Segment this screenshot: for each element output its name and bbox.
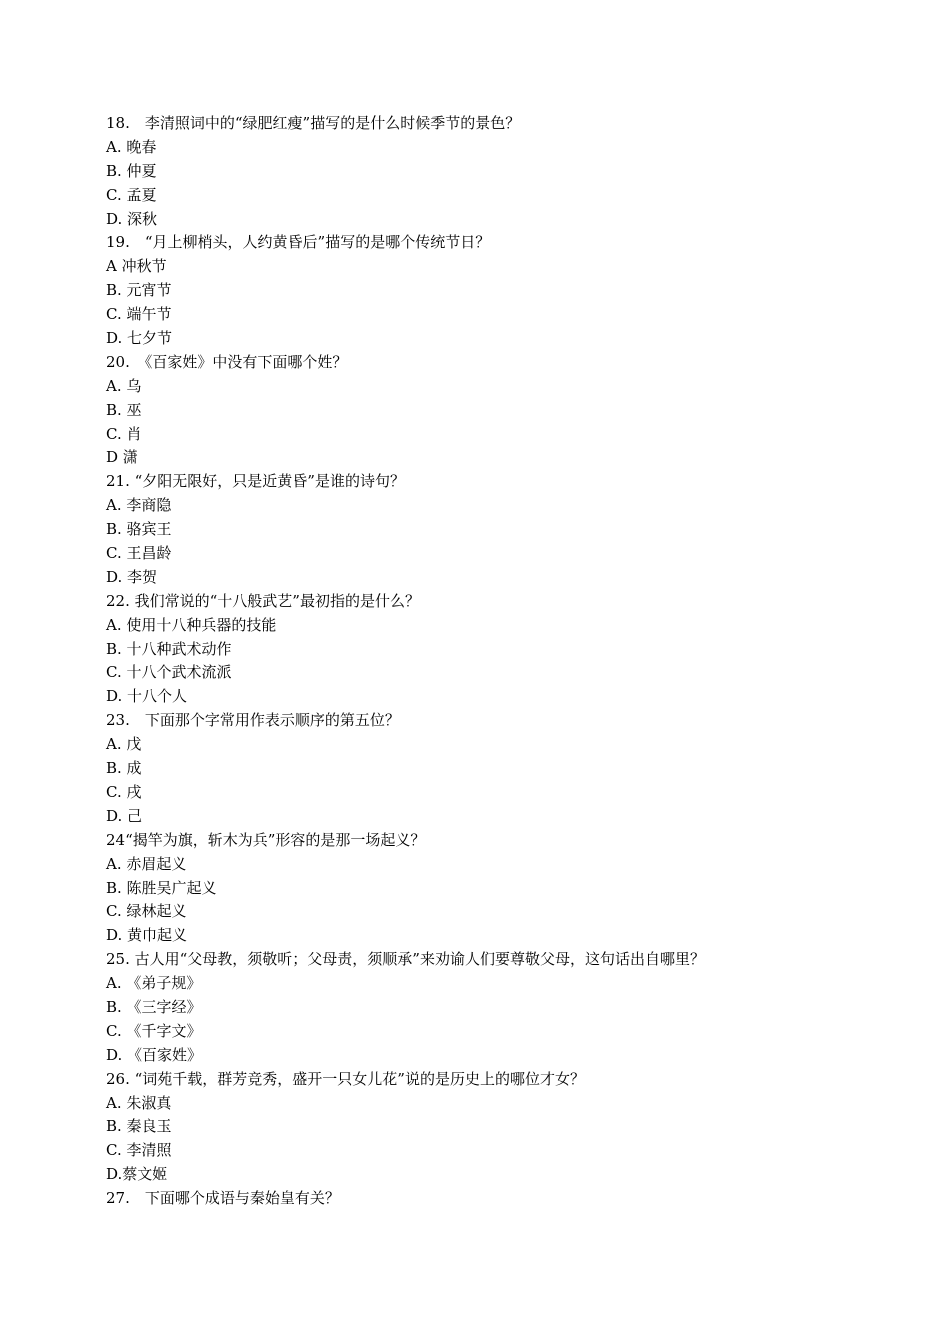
option-21-b: B. 骆宾王 bbox=[106, 520, 172, 539]
option-22-b: B. 十八种武术动作 bbox=[106, 639, 232, 658]
option-23-a: A. 戊 bbox=[106, 735, 142, 754]
option-20-c: C. 肖 bbox=[106, 424, 142, 443]
option-24-b: B. 陈胜吴广起义 bbox=[106, 878, 217, 897]
option-24-a: A. 赤眉起义 bbox=[106, 854, 187, 873]
question-23: 23. 下面那个字常用作表示顺序的第五位？ bbox=[106, 711, 400, 730]
option-26-c: C. 李清照 bbox=[106, 1141, 172, 1160]
question-22: 22. 我们常说的“十八般武艺”最初指的是什么？ bbox=[106, 591, 420, 610]
option-18-c: C. 孟夏 bbox=[106, 185, 157, 204]
option-24-d: D. 黄巾起义 bbox=[106, 926, 188, 945]
question-21: 21. “夕阳无限好，只是近黄昏”是谁的诗句？ bbox=[106, 472, 405, 491]
question-25: 25. 古人用“父母教，须敬听；父母责，须顺承”来劝谕人们要尊敬父母，这句话出自哪里？ bbox=[106, 950, 705, 969]
option-25-b: B. 《三字经》 bbox=[106, 997, 202, 1016]
question-18: 18. 李清照词中的“绿肥红瘦”描写的是什么时候季节的景色？ bbox=[106, 114, 521, 132]
option-26-d: D.蔡文姬 bbox=[106, 1165, 168, 1184]
option-19-b: B. 元宵节 bbox=[106, 281, 172, 300]
option-22-a: A. 使用十八种兵器的技能 bbox=[106, 615, 277, 634]
option-24-c: C. 绿林起义 bbox=[106, 902, 187, 921]
question-27: 27. 下面哪个成语与秦始皇有关？ bbox=[106, 1189, 340, 1208]
option-19-a: A 冲秋节 bbox=[106, 257, 167, 276]
option-20-a: A. 乌 bbox=[106, 376, 142, 395]
option-22-d: D. 十八个人 bbox=[106, 687, 188, 706]
option-18-a: A. 晚春 bbox=[106, 137, 157, 156]
question-26: 26. “词苑千载，群芳竞秀，盛开一只女儿花”说的是历史上的哪位才女？ bbox=[106, 1069, 585, 1088]
option-18-d: D. 深秋 bbox=[106, 209, 158, 228]
option-22-c: C. 十八个武术流派 bbox=[106, 663, 232, 682]
option-18-b: B. 仲夏 bbox=[106, 161, 157, 180]
document-page bbox=[106, 112, 886, 1211]
option-23-b: B. 成 bbox=[106, 759, 142, 778]
question-19: 19. “月上柳梢头，人约黄昏后”描写的是哪个传统节日？ bbox=[106, 233, 491, 252]
option-23-d: D. 己 bbox=[106, 806, 143, 825]
option-25-d: D. 《百家姓》 bbox=[106, 1045, 203, 1064]
question-24: 24“揭竿为旗，斩木为兵”形容的是那一场起义？ bbox=[106, 830, 426, 849]
question-20: 20. 《百家姓》中没有下面哪个姓？ bbox=[106, 352, 348, 371]
option-26-b: B. 秦良玉 bbox=[106, 1117, 172, 1136]
option-25-c: C. 《千字文》 bbox=[106, 1021, 202, 1040]
option-19-c: C. 端午节 bbox=[106, 305, 172, 324]
option-26-a: A. 朱淑真 bbox=[106, 1093, 172, 1112]
option-25-a: A. 《弟子规》 bbox=[106, 974, 202, 993]
option-21-a: A. 李商隐 bbox=[106, 496, 172, 515]
option-20-b: B. 巫 bbox=[106, 400, 142, 419]
option-21-d: D. 李贺 bbox=[106, 567, 158, 586]
option-23-c: C. 戌 bbox=[106, 782, 142, 801]
option-21-c: C. 王昌龄 bbox=[106, 544, 172, 563]
option-20-d: D 潇 bbox=[106, 448, 138, 467]
option-19-d: D. 七夕节 bbox=[106, 329, 173, 348]
